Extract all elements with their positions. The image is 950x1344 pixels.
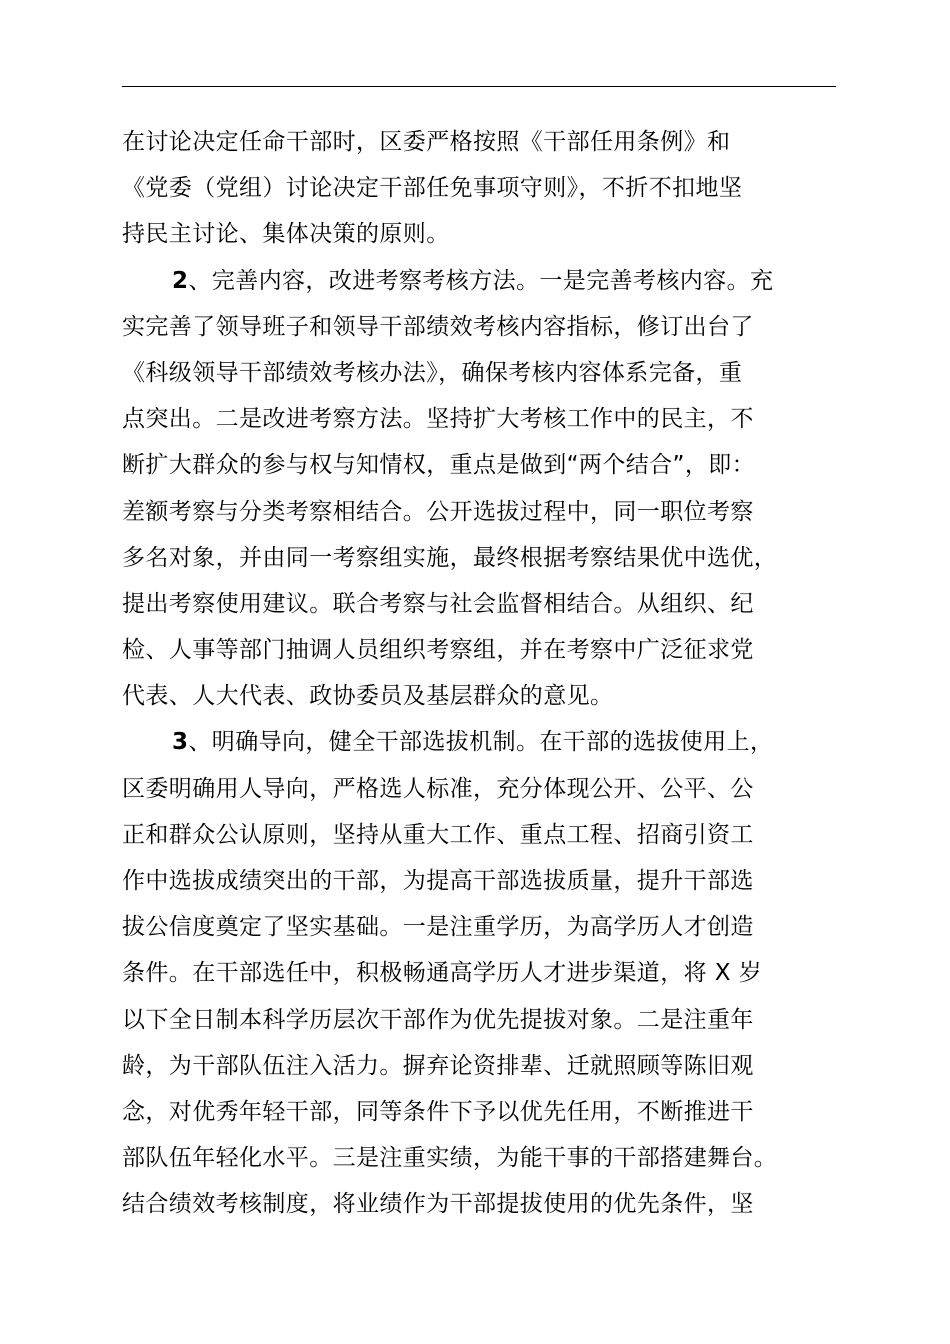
text-line: 《党委（党组）讨论决定干部任免事项守则》，不折不扣地坚 [122,175,743,202]
text-line: 龄，为干部队伍注入活力。摒弃论资排辈、迁就照顾等陈旧观 [122,1052,754,1079]
text-line: 点突出。二是改进考察方法。坚持扩大考核工作中的民主，不 [122,406,754,433]
text-line: 持民主讨论、集体决策的原则。 [122,221,450,248]
section-number: 3 [172,729,189,756]
section-heading-line [122,719,836,765]
section-number: 2 [172,267,189,294]
header-rule [122,86,836,87]
text-line: 断扩大群众的参与权与知情权，重点是做到“两个结合”，即： [122,452,756,479]
document-body [122,119,836,1228]
text-line: 差额考察与分类考察相结合。公开选拔过程中，同一职位考察 [122,498,754,525]
text-line: 多名对象，并由同一考察组实施，最终根据考察结果优中选优， [122,544,778,571]
text-line: 结合绩效考核制度，将业绩作为干部提拔使用的优先条件，坚 [122,1191,754,1218]
section-heading-line [122,258,836,304]
text-run: 、完善内容，改进考察考核方法。一是完善考核内容。充 [188,267,774,294]
text-line: 在讨论决定任命干部时，区委严格按照《干部任用条例》和 [122,129,731,155]
text-line: 拔公信度奠定了坚实基础。一是注重学历，为高学历人才创造 [122,914,754,941]
text-line: 部队伍年轻化水平。三是注重实绩，为能干事的干部搭建舞台。 [122,1145,778,1172]
text-line: 实完善了领导班子和领导干部绩效考核内容指标，修订出台了 [122,313,754,340]
text-line: 提出考察使用建议。联合考察与社会监督相结合。从组织、纪 [122,590,754,617]
text-line: 以下全日制本科学历层次干部作为优先提拔对象。二是注重年 [122,1006,754,1033]
text-line: 《科级领导干部绩效考核办法》，确保考核内容体系完备，重 [122,359,743,386]
text-line: 作中选拔成绩突出的干部，为提高干部选拔质量，提升干部选 [122,868,754,894]
text-line: 检、人事等部门抽调人员组织考察组，并在考察中广泛征求党 [122,637,754,664]
text-line: 正和群众公认原则，坚持从重大工作、重点工程、招商引资工 [122,821,754,848]
text-line: 区委明确用人导向，严格选人标准，充分体现公开、公平、公 [122,775,754,802]
text-line: 念，对优秀年轻干部，同等条件下予以优先任用，不断推进干 [122,1098,754,1125]
text-line: 条件。在干部选任中，积极畅通高学历人才进步渠道，将 X 岁 [122,960,762,987]
text-line: 代表、人大代表、政协委员及基层群众的意见。 [122,683,614,710]
text-run: 、明确导向，健全干部选拔机制。在干部的选拔使用上， [188,729,774,756]
